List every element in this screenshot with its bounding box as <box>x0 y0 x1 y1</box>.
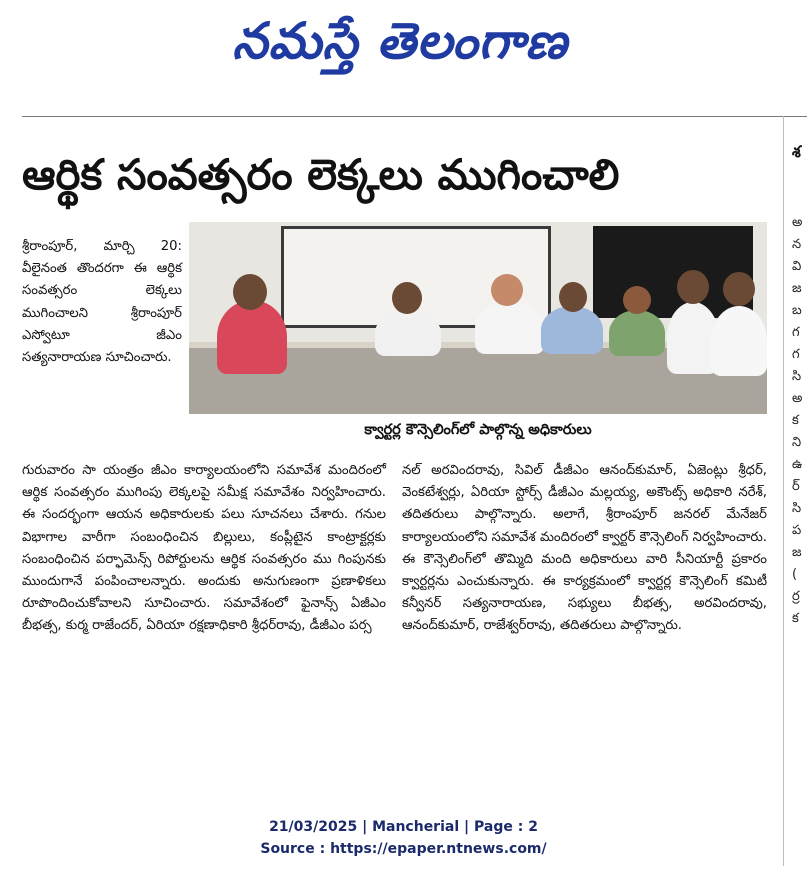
top-divider <box>22 116 807 117</box>
adjacent-article-headline-fragment: శ <box>792 142 801 161</box>
photo-person-head <box>233 274 267 310</box>
newspaper-masthead <box>0 0 807 90</box>
photo-caption: క్వార్టర్ల కౌన్సెలింగ్‌లో పాల్గొన్న అధికారులు <box>364 422 592 438</box>
photo-person <box>541 306 603 354</box>
adjacent-article-line: అ <box>792 391 803 406</box>
article-body-column-2 <box>402 460 767 638</box>
photo-television <box>593 226 753 318</box>
adjacent-article-line: అ <box>792 215 803 230</box>
adjacent-article-line: క <box>792 413 799 428</box>
adjacent-article-line: ఉ <box>792 457 803 472</box>
photo-person-head <box>623 286 651 314</box>
adjacent-article-line: ర్ <box>792 479 800 494</box>
adjacent-article-line: గ <box>792 347 800 362</box>
adjacent-article-line: సి <box>792 501 802 516</box>
photo-person <box>609 310 665 356</box>
adjacent-article-line: వి <box>792 259 802 274</box>
article-headline: ఆర్థిక సంవత్సరం లెక్కలు ముగించాలి <box>22 150 620 199</box>
photo-person-head <box>491 274 523 306</box>
photo-person-head <box>677 270 709 304</box>
footer-source: Source : https://epaper.ntnews.com/ <box>260 841 547 857</box>
article-lead: శ్రీరాంపూర్, మార్చి 20: వీలైనంత తొందరగా ఈ ఆర్థిక సంవత్సరం లెక్కలు ముగించాలని శ్రీరాంపూర్ ఎస్వోటూ జీఎం సత్యనారాయణ సూచించారు. <box>22 239 182 366</box>
adjacent-article-line: సి <box>792 369 802 384</box>
article-paragraph: గురువారం సా యంత్రం జీఎం కార్యాలయంలోని సమావేశ మందిరంలో ఆర్థిక సంవత్సరం ముగింపు లెక్కలపై సమీక్ష సమావేశం నిర్వహించారు. ఈ సందర్భంగా ఆయన అధికారులకు పలు సూచనలు చేశారు. గనుల విభాగాల వారీగా సంబంధించిన బిల్లులు, కంప్లీటైన కాంట్రాక్టర్లకు సంబంధించిన పర్ఫామెన్స్ రిపోర్టులను ఆర్థిక సంవత్సరం ము గింపునకు ముందుగానే పంపించాలన్నారు. అందుకు అనుగుణంగా ప్రణాళికలు రూపొందించుకోవాలని సూచించారు. సమావేశంలో ఫైనాన్స్ ఏజీఎం బీభత్స, కుర్మ రాజేందర్, ఏరియా రక్షణాధికారి శ్రీధర్‌రావు, డీజీఎం పర్స <box>22 463 386 634</box>
adjacent-article-line: జ <box>792 545 802 560</box>
adjacent-article-line: ర్ర <box>792 589 800 604</box>
article-body-column-1 <box>22 460 386 638</box>
adjacent-article-line: న <box>792 237 802 252</box>
adjacent-article-line: ని <box>792 435 802 450</box>
adjacent-article-line: ప <box>792 523 802 538</box>
photo-person <box>711 306 767 376</box>
photo-person-head <box>559 282 587 312</box>
footer-edition-info: 21/03/2025 | Mancherial | Page : 2 <box>269 819 538 835</box>
adjacent-article-line: గ <box>792 325 800 340</box>
photo-person <box>217 300 287 374</box>
photo-person <box>475 302 545 354</box>
masthead-logo: నమస్తే తెలంగాణ <box>232 12 568 70</box>
page-footer <box>0 816 807 860</box>
adjacent-article-line: బ <box>792 303 802 318</box>
article-photo <box>189 222 767 414</box>
adjacent-article-line: క <box>792 611 799 626</box>
article-paragraph: నల్ అరవిందరావు, సివిల్ డీజీఎం ఆనంద్‌కుమార్, ఏజెంట్లు శ్రీధర్, వెంకటేశ్వర్లు, ఏరియా స్టోర్స్ డీజీఎం మల్లయ్య, అకౌంట్స్ అధికారి నరేశ్, తదితరులు పాల్గొన్నారు. అలాగే, శ్రీరాంపూర్ జనరల్ మేనేజర్ కార్యాలయంలోని సమావేశ మందిరంలో క్వార్టర్ కౌన్సెలింగ్ నిర్వహించారు. ఈ కౌన్సెలింగ్‌లో తొమ్మిది మంది అధికారులు వారి సీనియార్టీ ప్రకారం క్వార్టర్లను ఎంచుకున్నారు. ఈ కార్యక్రమంలో క్వార్టర్ల కౌన్సెలింగ్ కమిటీ కన్వీనర్ సత్యనారాయణ, సభ్యులు బీభత్స, అరవిందరావు, ఆనంద్‌కుమార్, రాజేశ్వర్‌రావు, తదితరులు పాల్గొన్నారు. <box>402 463 767 634</box>
column-divider <box>783 116 784 866</box>
article-lead-column <box>22 236 182 369</box>
adjacent-article-line: జ <box>792 281 802 296</box>
adjacent-article-fragment <box>792 212 807 630</box>
photo-person-head <box>392 282 422 314</box>
adjacent-article-line: ( <box>792 567 798 582</box>
photo-person-head <box>723 272 755 306</box>
photo-person <box>375 310 441 356</box>
